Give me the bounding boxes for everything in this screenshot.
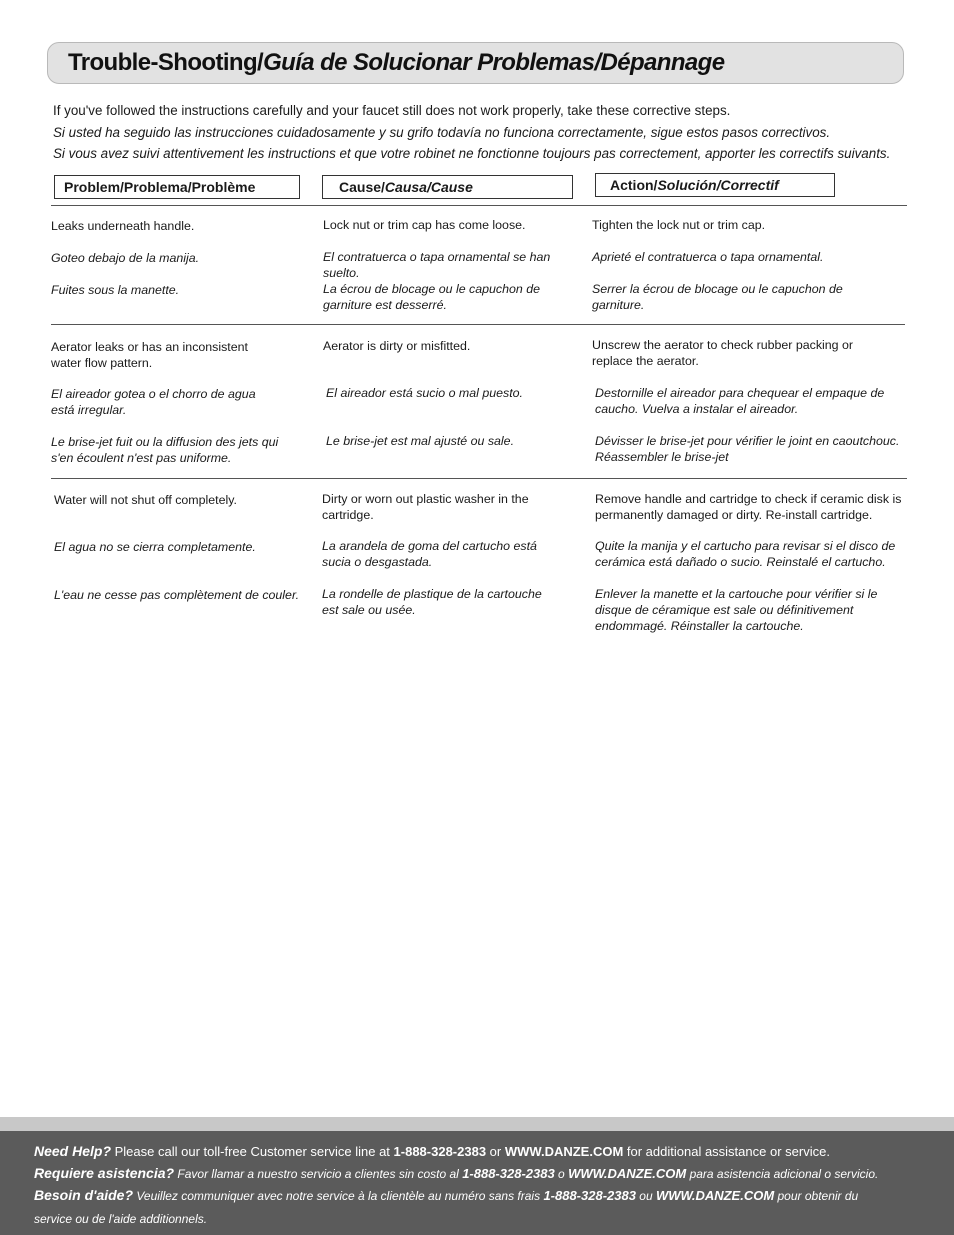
help-tail-spanish: para asistencia adicional o servicio. [686, 1166, 879, 1181]
help-tail-french: pour obtenir du [774, 1189, 859, 1203]
help-or-spanish: o [554, 1166, 569, 1181]
help-line-french-cont [34, 1208, 954, 1231]
title-banner [47, 42, 904, 84]
website-link[interactable]: WWW.DANZE.COM [504, 1144, 624, 1159]
row1-cause-en: Lock nut or trim cap has come loose. [323, 218, 526, 232]
help-text-english: Please call our toll-free Customer service line at [111, 1144, 394, 1159]
column-header-cause-rest: Causa/Cause [384, 179, 473, 195]
row3-problem-es: El agua no se cierra completamente. [54, 540, 256, 554]
row1-action-en: Tighten the lock nut or trim cap. [592, 218, 766, 232]
help-line-french [34, 1185, 954, 1208]
help-lead-spanish: Requiere asistencia? [34, 1164, 175, 1181]
column-header-action-rest: Solución/Correctif [657, 177, 779, 193]
row2-action-en: Unscrew the aerator to check rubber packing or replace the aerator. [592, 338, 854, 368]
help-lead-english: Need Help? [34, 1143, 112, 1159]
phone-number-french[interactable]: 1-888-328-2383 [543, 1188, 636, 1203]
row1-cause-es: El contratuerca o tapa ornamental se han suelto. [323, 250, 551, 280]
title-spanish: Guía de Solucionar Problemas/ [263, 49, 601, 76]
row1-problem-es: Goteo debajo de la manija. [51, 251, 200, 265]
row3-cause-en: Dirty or worn out plastic washer in the cartridge. [322, 492, 529, 522]
header-divider [51, 205, 907, 206]
row1-problem-fr: Fuites sous la manette. [51, 283, 180, 297]
help-footer [0, 1117, 954, 1235]
column-header-problem-label: Problem/Problema/Problème [64, 179, 256, 195]
help-or-french: ou [635, 1189, 656, 1203]
row1-cause-fr: La écrou de blocage ou le capuchon de garniture est desserré. [323, 282, 541, 312]
row1-problem-en: Leaks underneath handle. [51, 219, 195, 233]
row2-cause-en: Aerator is dirty or misfitted. [323, 339, 471, 353]
page-title [68, 49, 724, 77]
row3-cause-fr: La rondelle de plastique de la cartouche est sale ou usée. [322, 587, 542, 617]
intro-french: Si vous avez suivi attentivement les instructions et que votre robinet ne fonctionne toujours pas correctement, apporter les correctifs suivants. [53, 146, 891, 161]
title-french: Dépannage [600, 49, 725, 76]
row2-cause-fr: Le brise-jet est mal ajusté ou sale. [326, 434, 515, 448]
help-line-english [34, 1141, 954, 1163]
row3-action-es: Quite la manija y el cartucho para revisar si el disco de cerámica está dañado o sucio. Reinstalé el cartucho. [595, 539, 896, 569]
row3-action-en: Remove handle and cartridge to check if ceramic disk is permanently damaged or dirty. Re-install cartridge. [595, 492, 902, 522]
row2-action-es: Destornille el aireador para chequear el empaque de caucho. Vuelva a instalar el aireador. [595, 386, 885, 416]
intro-spanish: Si usted ha seguido las instrucciones cuidadosamente y su grifo todavía no funciona correctamente, sigue estos pasos correctivos. [53, 124, 831, 140]
column-header-action [595, 173, 835, 197]
row2-action-fr: Dévisser le brise-jet pour vérifier le joint en caoutchouc. Réassembler le brise-jet [595, 434, 900, 464]
row2-problem-fr: Le brise-jet fuit ou la diffusion des jets qui s'en écoulent n'est pas uniforme. [51, 435, 279, 465]
row1-action-fr: Serrer la écrou de blocage ou le capuchon de garniture. [592, 282, 843, 312]
help-tail-english: for additional assistance or service. [623, 1144, 830, 1159]
row2-problem-es: El aireador gotea o el chorro de agua está irregular. [51, 387, 256, 417]
help-text-french: Veuillez communiquer avec notre service à la clientèle au numéro sans frais [133, 1189, 544, 1203]
row2-problem-en: Aerator leaks or has an inconsistent water flow pattern. [51, 340, 248, 370]
column-header-problem [54, 175, 300, 199]
row2-divider [51, 478, 907, 479]
phone-number-spanish[interactable]: 1-888-328-2383 [462, 1165, 555, 1181]
website-link-french[interactable]: WWW.DANZE.COM [655, 1188, 775, 1203]
row3-problem-fr: L'eau ne cesse pas complètement de couler. [54, 588, 300, 602]
row3-cause-es: La arandela de goma del cartucho está sucia o desgastada. [322, 539, 537, 569]
help-text-spanish: Favor llamar a nuestro servicio a clientes sin costo al [174, 1166, 463, 1181]
row3-problem-en: Water will not shut off completely. [54, 493, 237, 507]
help-line-spanish [34, 1163, 954, 1186]
website-link-spanish[interactable]: WWW.DANZE.COM [568, 1165, 687, 1181]
column-header-cause-en: Cause/ [339, 179, 385, 195]
help-or-english: or [486, 1144, 505, 1159]
column-header-action-en: Action/ [610, 177, 658, 193]
help-lead-french: Besoin d'aide? [34, 1187, 134, 1203]
column-header-cause [322, 175, 573, 199]
intro-text [53, 100, 933, 165]
help-tail2-french: service ou de l'aide additionnels. [34, 1211, 208, 1226]
intro-english: If you've followed the instructions carefully and your faucet still does not work properly, take these corrective steps. [53, 103, 731, 118]
title-english: Trouble-Shooting/ [68, 49, 264, 76]
row1-divider [51, 324, 905, 325]
row3-action-fr: Enlever la manette et la cartouche pour vérifier si le disque de céramique est sale ou définitivement endommagé. Réinstaller la cartouche. [595, 587, 878, 633]
phone-number[interactable]: 1-888-328-2383 [393, 1144, 487, 1159]
row1-action-es: Aprieté el contratuerca o tapa ornamental. [592, 250, 824, 264]
row2-cause-es: El aireador está sucio o mal puesto. [326, 386, 523, 400]
